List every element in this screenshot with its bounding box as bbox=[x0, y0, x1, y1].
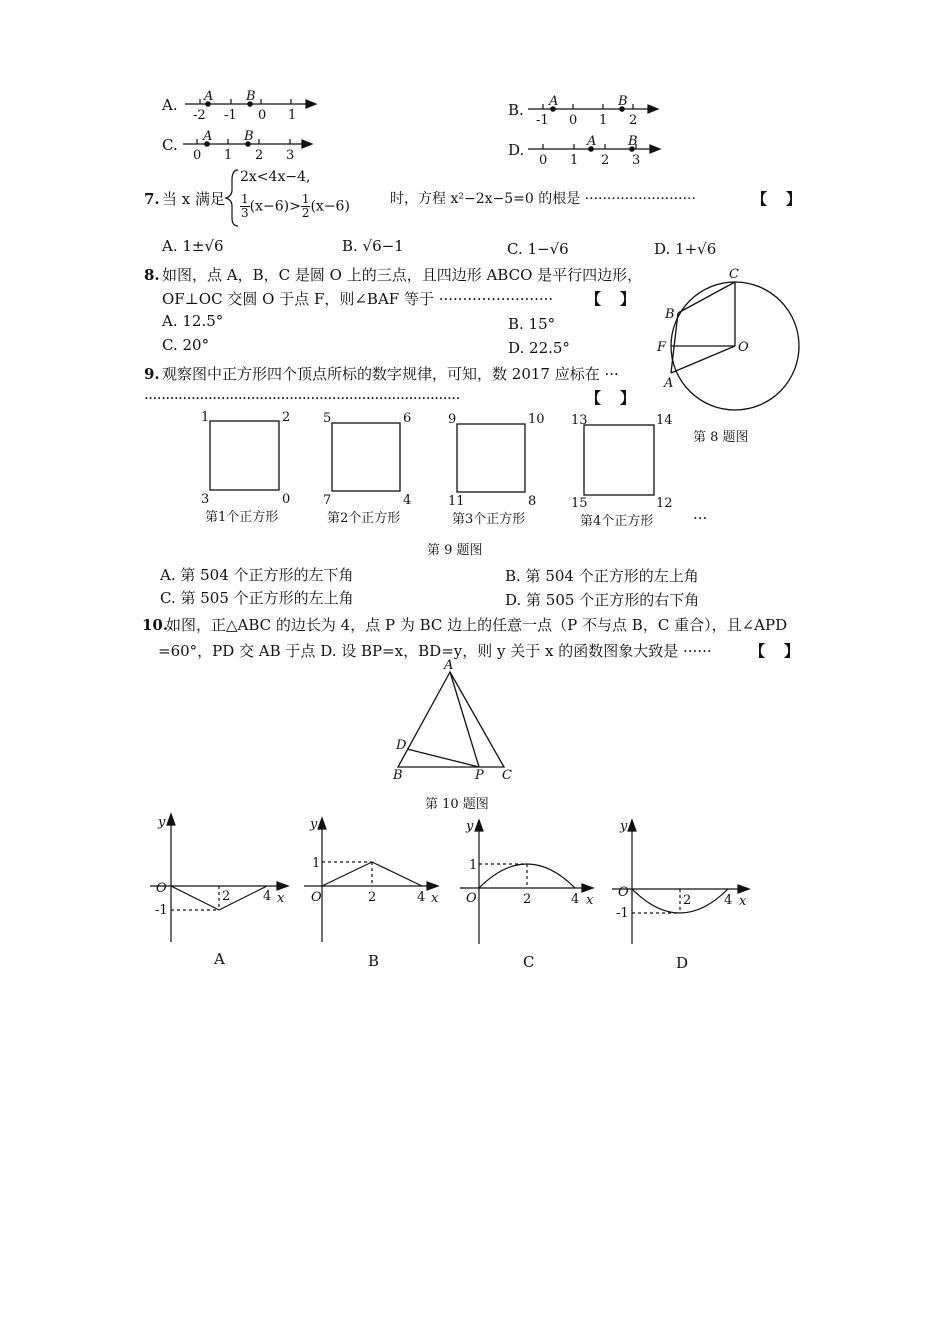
circle-figure bbox=[671, 282, 799, 410]
q7-stem-b: 时，方程 x²−2x−5=0 的根是 ························· bbox=[390, 191, 696, 207]
q9-number: 9. bbox=[144, 365, 160, 383]
graph-b bbox=[304, 818, 438, 942]
q8-caption: 第 8 题图 bbox=[693, 430, 749, 445]
graph-a-origin: O bbox=[156, 881, 167, 896]
triangle-figure bbox=[398, 672, 504, 767]
square-1-bl: 3 bbox=[201, 492, 210, 507]
square-2-label: 第2个正方形 bbox=[327, 511, 401, 526]
q6-a-tick: -1 bbox=[224, 108, 237, 123]
q9-caption: 第 9 题图 bbox=[427, 543, 483, 558]
q10-label-p: P bbox=[475, 768, 484, 783]
graph-c-x-tick: 2 bbox=[523, 892, 532, 907]
graph-d bbox=[612, 820, 749, 944]
graph-d-x-tick: 4 bbox=[724, 893, 733, 908]
square-1-br: 0 bbox=[282, 492, 291, 507]
q6-c-tick: 0 bbox=[193, 148, 202, 163]
q7-number: 7. bbox=[144, 190, 160, 208]
graph-b-x-label: x bbox=[431, 891, 439, 906]
q6-d-point-b: B bbox=[628, 134, 638, 149]
q6-d-tick: 3 bbox=[632, 153, 641, 168]
q8-number: 8. bbox=[144, 266, 160, 284]
square-2-br: 4 bbox=[403, 493, 412, 508]
q6-a-tick: 0 bbox=[258, 108, 267, 123]
q7-inequality-1: 2x<4x−4, bbox=[240, 169, 311, 185]
square-1-tr: 2 bbox=[282, 410, 291, 425]
graph-d-y-tick: -1 bbox=[616, 906, 629, 921]
q6-a-tick: 1 bbox=[288, 108, 297, 123]
graph-b-x-tick: 2 bbox=[368, 890, 377, 905]
graph-a-y-tick: -1 bbox=[155, 903, 168, 918]
graph-b-origin: O bbox=[311, 890, 322, 905]
q9-answer-bracket[interactable]: 【 】 bbox=[586, 389, 638, 407]
square-3-bl: 11 bbox=[448, 494, 465, 509]
graph-a-caption: A bbox=[214, 950, 225, 968]
graph-d-y-label: y bbox=[620, 819, 628, 834]
q6-d-tick: 2 bbox=[601, 153, 610, 168]
graph-b-x-tick: 4 bbox=[417, 890, 426, 905]
q6-b-tick: 2 bbox=[629, 113, 638, 128]
q6-c-tick: 1 bbox=[224, 148, 233, 163]
graph-a bbox=[150, 814, 288, 942]
square-4-label: 第4个正方形 bbox=[580, 514, 654, 529]
q6-option-c-letter: C. bbox=[162, 136, 178, 154]
graph-c-y-tick: 1 bbox=[469, 858, 478, 873]
q9-option-d: D. 第 505 个正方形的右下角 bbox=[505, 591, 700, 609]
q7-option-c: C. 1−√6 bbox=[507, 240, 569, 258]
graph-d-x-tick: 2 bbox=[683, 893, 692, 908]
graph-c bbox=[460, 820, 593, 944]
q6-option-b-letter: B. bbox=[508, 101, 524, 119]
q10-label-b: B bbox=[393, 768, 403, 783]
q6-d-point-a: A bbox=[587, 134, 597, 149]
q6-a-tick: -2 bbox=[193, 108, 206, 123]
q8-label-b: B bbox=[665, 307, 675, 322]
graph-a-x-label: x bbox=[277, 891, 285, 906]
q10-number: 10. bbox=[142, 616, 169, 634]
square-4-tr: 14 bbox=[656, 413, 673, 428]
q6-d-tick: 1 bbox=[570, 153, 579, 168]
q7-frac-1: $\frac{1}{3}$ bbox=[241, 192, 249, 220]
q10-label-d: D bbox=[396, 738, 407, 753]
q6-b-tick: -1 bbox=[536, 113, 549, 128]
q6-c-point-a: A bbox=[203, 129, 213, 144]
graph-c-origin: O bbox=[466, 891, 477, 906]
q10-line-2: =60°，PD 交 AB 于点 D. 设 BP=x，BD=y，则 y 关于 x 的函数图象大致是 ······ bbox=[158, 642, 712, 660]
q6-b-point-a: A bbox=[549, 94, 559, 109]
graph-b-y-label: y bbox=[310, 817, 318, 832]
q10-line-1: 如图，正△ABC 的边长为 4，点 P 为 BC 边上的任意一点（P 不与点 B，C 重合），且∠APD bbox=[166, 616, 788, 634]
q8-line-1: 如图，点 A，B，C 是圆 O 上的三点，且四边形 ABCO 是平行四边形， bbox=[162, 266, 643, 284]
q8-label-o: O bbox=[738, 340, 749, 355]
graph-d-caption: D bbox=[676, 954, 689, 972]
graph-c-caption: C bbox=[523, 953, 535, 971]
square-3-label: 第3个正方形 bbox=[452, 512, 526, 527]
q6-option-a-letter: A. bbox=[162, 96, 178, 114]
q8-option-d: D. 22.5° bbox=[508, 339, 570, 357]
square-3-tr: 10 bbox=[528, 412, 545, 427]
q9-option-a: A. 第 504 个正方形的左下角 bbox=[160, 566, 354, 584]
q7-option-b: B. √6−1 bbox=[342, 237, 404, 255]
q9-option-c: C. 第 505 个正方形的左上角 bbox=[160, 589, 354, 607]
q6-b-tick: 0 bbox=[569, 113, 578, 128]
graph-c-x-label: x bbox=[586, 893, 594, 908]
squares-figure bbox=[210, 421, 654, 495]
q7-answer-bracket[interactable]: 【 】 bbox=[752, 190, 804, 208]
q6-c-tick: 2 bbox=[255, 148, 264, 163]
q8-answer-bracket[interactable]: 【 】 bbox=[586, 290, 638, 308]
q10-label-c: C bbox=[502, 768, 512, 783]
q6-b-tick: 1 bbox=[599, 113, 608, 128]
graph-b-caption: B bbox=[368, 952, 380, 970]
graph-a-y-label: y bbox=[158, 815, 166, 830]
q7-inequality-2: $\frac{1}{3}$ (x−6)> $\frac{1}{2}$ (x−6) bbox=[241, 192, 350, 220]
q8-option-a: A. 12.5° bbox=[162, 312, 224, 330]
graph-c-y-label: y bbox=[466, 819, 474, 834]
q6-option-d-letter: D. bbox=[508, 141, 525, 159]
q7-option-d: D. 1+√6 bbox=[654, 240, 717, 258]
q6-a-point-b: B bbox=[246, 89, 256, 104]
q8-label-a: A bbox=[664, 376, 674, 391]
graph-c-x-tick: 4 bbox=[571, 892, 580, 907]
q6-d-tick: 0 bbox=[539, 153, 548, 168]
system-brace bbox=[226, 170, 238, 226]
q9-option-b: B. 第 504 个正方形的左上角 bbox=[505, 567, 699, 585]
graph-d-origin: O bbox=[618, 885, 629, 900]
graph-d-x-label: x bbox=[739, 894, 747, 909]
square-1-tl: 1 bbox=[201, 410, 210, 425]
squares-ellipsis: ··· bbox=[693, 509, 708, 527]
q8-option-c: C. 20° bbox=[162, 336, 210, 354]
q10-caption: 第 10 题图 bbox=[425, 797, 489, 812]
square-4-bl: 15 bbox=[571, 496, 588, 511]
square-1-label: 第1个正方形 bbox=[205, 510, 279, 525]
square-4-br: 12 bbox=[656, 496, 673, 511]
graph-b-y-tick: 1 bbox=[312, 856, 321, 871]
square-2-tl: 5 bbox=[323, 411, 332, 426]
q6-c-tick: 3 bbox=[286, 148, 295, 163]
q7-stem-a: 当 x 满足 bbox=[162, 190, 225, 208]
q8-label-c: C bbox=[729, 267, 739, 282]
square-3-br: 8 bbox=[528, 494, 537, 509]
q9-line-1: 观察图中正方形四个顶点所标的数字规律，可知，数 2017 应标在 ··· bbox=[162, 365, 619, 383]
square-4-tl: 13 bbox=[571, 413, 588, 428]
q8-option-b: B. 15° bbox=[508, 315, 556, 333]
square-3-tl: 9 bbox=[448, 412, 457, 427]
q10-answer-bracket[interactable]: 【 】 bbox=[750, 642, 802, 660]
square-2-bl: 7 bbox=[323, 493, 332, 508]
q6-b-point-b: B bbox=[618, 94, 628, 109]
q8-line-2: OF⊥OC 交圆 O 于点 F，则∠BAF 等于 ························ bbox=[162, 290, 554, 308]
q7-frac-2: $\frac{1}{2}$ bbox=[301, 192, 310, 220]
graph-a-x-tick: 2 bbox=[222, 889, 231, 904]
q8-label-f: F bbox=[657, 340, 667, 355]
q6-c-point-b: B bbox=[244, 129, 254, 144]
q9-line-2: ·········································································· bbox=[144, 389, 460, 407]
graph-a-x-tick: 4 bbox=[263, 889, 272, 904]
q7-option-a: A. 1±√6 bbox=[162, 237, 224, 255]
square-2-tr: 6 bbox=[403, 411, 412, 426]
q10-label-a: A bbox=[444, 658, 454, 673]
q6-a-point-a: A bbox=[204, 89, 214, 104]
